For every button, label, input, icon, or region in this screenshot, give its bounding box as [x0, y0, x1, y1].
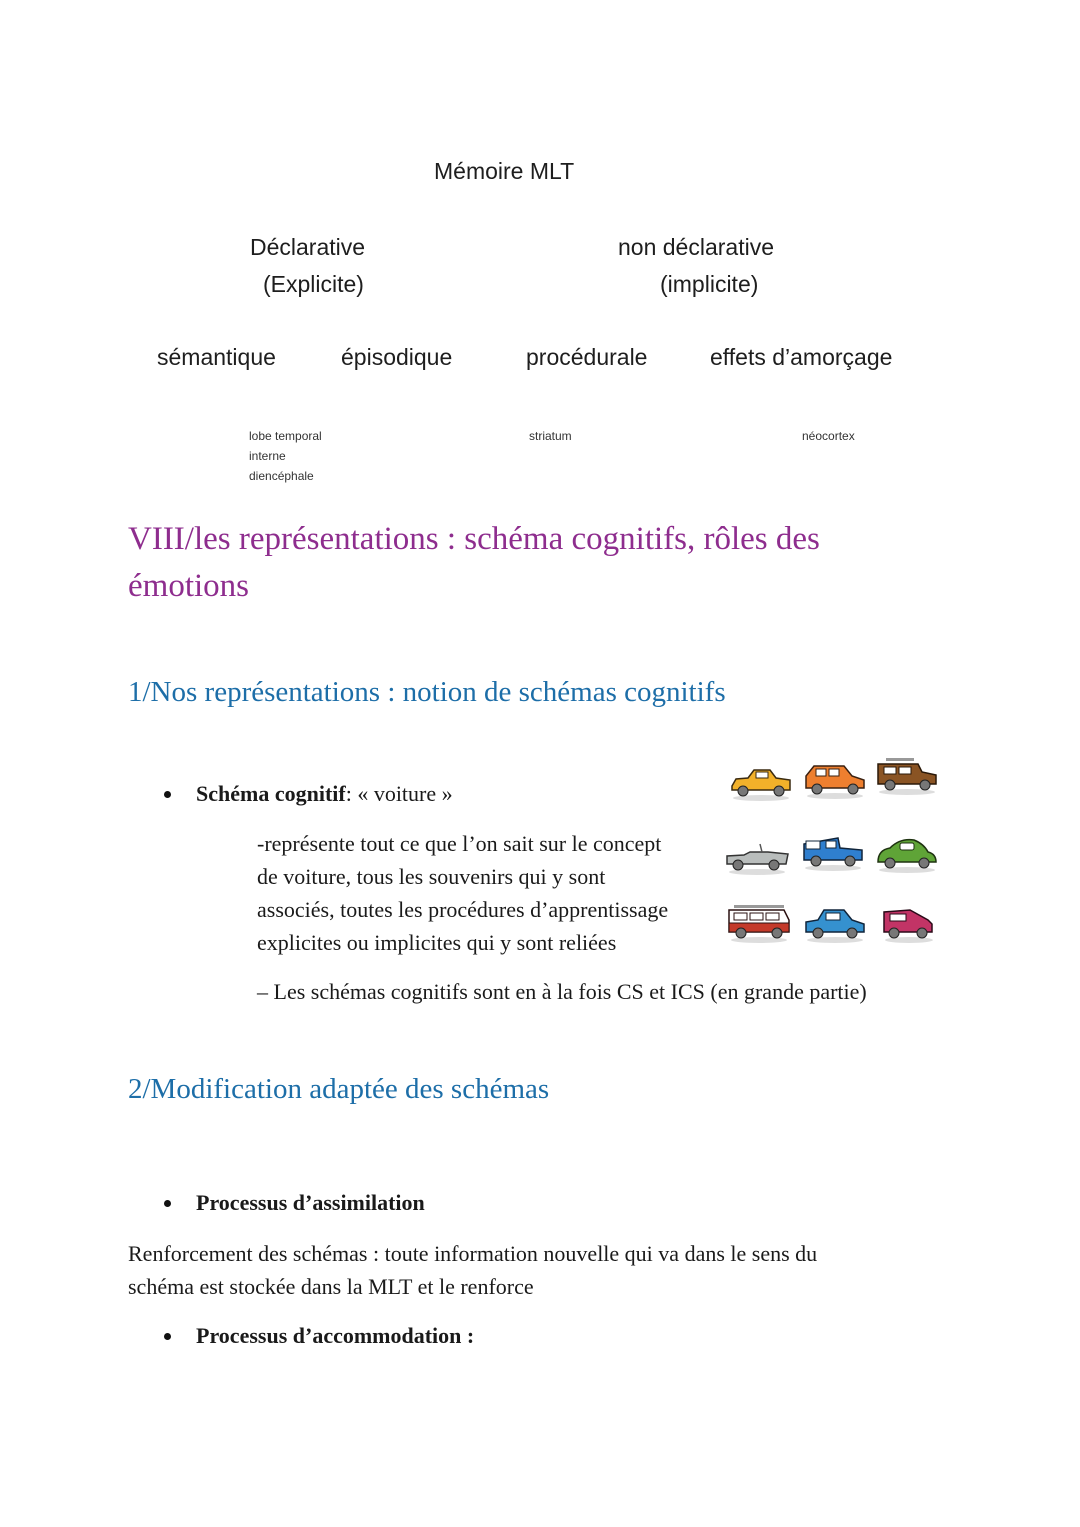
bullet-icon	[164, 1200, 171, 1207]
type-procedurale: procédurale	[526, 344, 648, 370]
subsection-2-heading: 2/Modification adaptée des schémas	[128, 1073, 550, 1105]
green-beetle-icon	[874, 834, 940, 874]
blue-compact-icon	[802, 904, 868, 944]
bullet-term: Processus d’assimilation	[196, 1190, 425, 1215]
desc-line: de voiture, tous les souvenirs qui y sont	[257, 864, 606, 889]
assimilation-paragraph	[128, 1237, 817, 1303]
type-episodique: épisodique	[341, 344, 453, 370]
region-striatum	[529, 426, 572, 446]
region-line: lobe temporal	[249, 429, 322, 443]
heading-line: émotions	[128, 568, 249, 604]
bullet-term: Processus d’accommodation :	[196, 1323, 475, 1348]
desc-line: explicites ou implicites qui y sont reliées	[257, 930, 617, 955]
bullet-assimilation	[164, 1190, 425, 1216]
bullet-value: : « voiture »	[345, 781, 453, 806]
brown-suv-icon	[874, 756, 940, 796]
yellow-sedan-icon	[728, 762, 794, 802]
paragraph-line: Renforcement des schémas : toute information nouvelle qui va dans le sens du	[128, 1241, 818, 1266]
paragraph-line: schéma est stockée dans la MLT et le renforce	[128, 1274, 534, 1299]
desc-line: -représente tout ce que l’on sait sur le concept	[257, 831, 662, 856]
desc-line: associés, toutes les procédures d’apprentissage	[257, 897, 669, 922]
region-line: striatum	[529, 429, 572, 443]
bullet-schema-cognitif	[164, 781, 453, 807]
red-van-icon	[726, 904, 792, 944]
region-neocortex	[802, 426, 855, 446]
type-semantique: sémantique	[157, 344, 276, 370]
heading-line: VIII/les représentations : schéma cognitifs, rôles des	[128, 521, 820, 557]
branch-non-declarative: non déclarative	[618, 234, 774, 260]
subsection-1-heading: 1/Nos représentations : notion de schémas cognitifs	[128, 676, 726, 708]
bullet-icon	[164, 1333, 171, 1340]
branch-non-declarative-sub: (implicite)	[660, 271, 759, 297]
branch-declarative-sub: (Explicite)	[263, 271, 364, 297]
grey-convertible-icon	[724, 836, 790, 876]
region-line: interne	[249, 449, 286, 463]
region-line: néocortex	[802, 429, 855, 443]
section-viii-heading	[128, 516, 820, 610]
bullet-icon	[164, 791, 171, 798]
bullet-accommodation	[164, 1323, 474, 1349]
bullet-term: Schéma cognitif	[196, 781, 346, 806]
type-amorcage: effets d’amorçage	[710, 344, 893, 370]
blue-jeep-icon	[800, 832, 866, 872]
schema-description	[257, 827, 668, 959]
schema-note: – Les schémas cognitifs sont en à la fois CS et ICS (en grande partie)	[257, 979, 867, 1004]
car-illustrations	[722, 752, 948, 948]
region-line: diencéphale	[249, 469, 314, 483]
orange-hatchback-icon	[802, 760, 868, 800]
pink-minicar-icon	[876, 904, 942, 944]
diagram-title: Mémoire MLT	[434, 158, 575, 184]
branch-declarative: Déclarative	[250, 234, 366, 260]
region-temporal	[249, 426, 322, 486]
